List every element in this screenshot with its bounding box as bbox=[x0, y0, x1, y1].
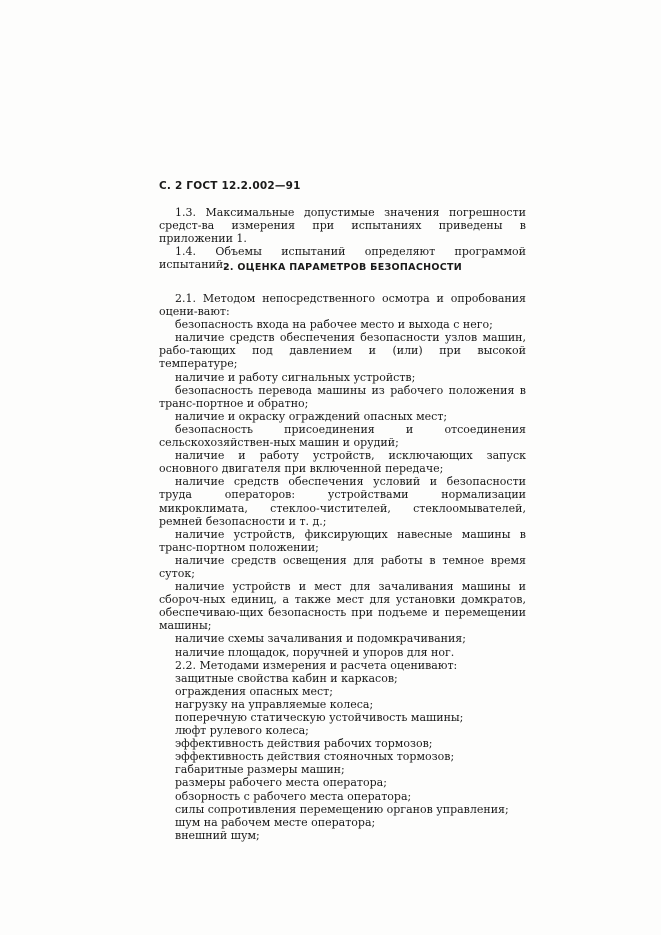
list-item: габаритные размеры машин; bbox=[175, 763, 345, 777]
list-item: внешний шум; bbox=[175, 828, 260, 842]
paragraph-1-4: 1.4. Объемы испытаний определяют программой испытаний. bbox=[159, 245, 526, 272]
page-header: С. 2 ГОСТ 12.2.002—91 bbox=[159, 180, 301, 192]
list-item: силы сопротивления перемещению органов управления; bbox=[175, 802, 509, 816]
section-title: 2. ОЦЕНКА ПАРАМЕТРОВ БЕЗОПАСНОСТИ bbox=[222, 262, 463, 273]
list-item: наличие и работу устройств, исключающих запуск основного двигателя при включенной передаче; bbox=[159, 449, 526, 476]
list-item: наличие средств обеспечения условий и безопасности труда операторов: устройствами нормализации микроклимата, стеклоо-чистителей, стеклоомывателей, ремней безопасности и т. д.; bbox=[159, 475, 526, 528]
list-item: наличие средств обеспечения безопасности узлов машин, рабо-тающих под давлением и (или) при высокой температуре; bbox=[159, 331, 526, 371]
list-item: размеры рабочего места оператора; bbox=[175, 776, 387, 790]
list-item: наличие схемы зачаливания и подомкрачивания; bbox=[175, 632, 466, 646]
paragraph-2-2: 2.2. Методами измерения и расчета оценивают: bbox=[175, 658, 458, 672]
list-item: люфт рулевого колеса; bbox=[175, 724, 309, 738]
list-item: наличие средств освещения для работы в темное время суток; bbox=[159, 553, 526, 580]
list-item: шум на рабочем месте оператора; bbox=[175, 815, 376, 829]
list-item: безопасность присоединения и отсоединения сельскохозяйствен-ных машин и орудий; bbox=[159, 422, 526, 450]
list-item: эффективность действия рабочих тормозов; bbox=[175, 737, 433, 751]
list-item: наличие устройств и мест для зачаливания машины и сбороч-ных единиц, а также мест для установки домкратов, обеспечиваю-щих безопасность при подъеме и перемещении машины; bbox=[159, 580, 526, 633]
paragraph-1-3: 1.3. Максимальные допустимые значения погрешности средст-ва измерения при испытаниях приведены в приложении 1. bbox=[159, 206, 526, 246]
list-item: нагрузку на управляемые колеса; bbox=[175, 697, 374, 711]
list-item: наличие и работу сигнальных устройств; bbox=[175, 370, 416, 384]
list-item: защитные свойства кабин и каркасов; bbox=[175, 671, 398, 685]
list-item: наличие и окраску ограждений опасных мест; bbox=[175, 409, 448, 423]
list-item: эффективность действия стояночных тормозов; bbox=[175, 750, 455, 764]
list-item: ограждения опасных мест; bbox=[175, 684, 333, 698]
section-body bbox=[159, 292, 526, 842]
list-item: безопасность перевода машины из рабочего положения в транс-портное и обратно; bbox=[159, 383, 526, 410]
list-item: наличие устройств, фиксирующих навесные машины в транс-портном положении; bbox=[159, 527, 526, 554]
paragraph-2-1: 2.1. Методом непосредственного осмотра и опробования оцени-вают: bbox=[159, 292, 526, 319]
list-item: безопасность входа на рабочее место и выхода с него; bbox=[175, 318, 493, 332]
list-item: поперечную статическую устойчивость машины; bbox=[175, 711, 464, 724]
list-item: наличие площадок, поручней и упоров для ног. bbox=[175, 645, 455, 659]
list-item: обзорность с рабочего места оператора; bbox=[175, 789, 412, 803]
